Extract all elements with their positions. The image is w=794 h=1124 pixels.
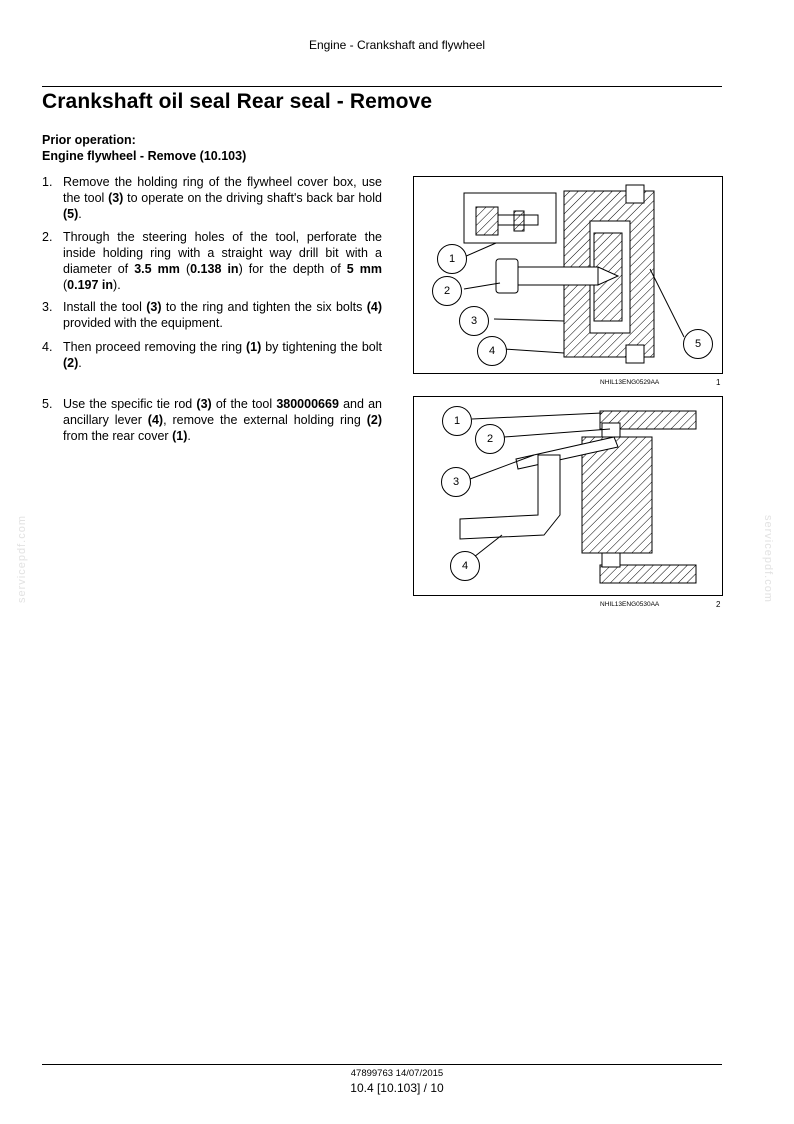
step-run: Use the specific tie rod: [63, 397, 197, 411]
step-1: [42, 174, 382, 222]
step-3: [42, 299, 382, 331]
step-run: ) for the depth of: [238, 262, 347, 276]
step-number: 4.: [42, 340, 53, 354]
footer-doc-ref: 47899763 14/07/2015: [350, 1068, 444, 1079]
step-2: [42, 229, 382, 293]
watermark-right: servicepdf.com: [762, 515, 774, 603]
step-emphasis: (4): [366, 300, 382, 314]
prior-operation: [42, 132, 246, 164]
step-text: [63, 339, 382, 371]
step-run: of the tool: [211, 397, 277, 411]
step-text: [63, 174, 382, 222]
step-run: (: [179, 262, 191, 276]
callout-4: 4: [477, 336, 507, 366]
step-4: [42, 339, 382, 371]
step-run: Install the tool: [63, 300, 147, 314]
step-run: ).: [113, 278, 121, 292]
callout-5: 5: [683, 329, 713, 359]
figure-2-code: NHIL13ENG0530AA: [600, 601, 660, 608]
step-run: to the ring and tighten the six bolts: [161, 300, 367, 314]
callout-1: 1: [442, 406, 472, 436]
figure-1: [413, 176, 723, 374]
figure-1-code: NHIL13ENG0529AA: [600, 379, 660, 386]
step-run: by tightening the bolt: [261, 340, 382, 354]
callout-2: 2: [475, 424, 505, 454]
step-text: [63, 396, 382, 444]
figure-1-number: 1: [716, 378, 721, 387]
figure-1-drawing: [414, 177, 722, 373]
step-run: .: [187, 429, 191, 443]
step-text: [63, 229, 382, 293]
step-emphasis: (5): [63, 207, 79, 221]
callout-1: 1: [437, 244, 467, 274]
figure-2: [413, 396, 723, 596]
step-run: from the rear cover: [63, 429, 173, 443]
step-run: Then proceed removing the ring: [63, 340, 246, 354]
step-emphasis: (2): [63, 356, 79, 370]
step-number: 2.: [42, 230, 53, 244]
callout-4: 4: [450, 551, 480, 581]
callout-2: 2: [432, 276, 462, 306]
step-emphasis: 0.197 in: [67, 278, 114, 292]
footer-rule: [42, 1064, 722, 1065]
rear-cover: [582, 437, 652, 553]
step-run: (: [63, 278, 68, 292]
step-emphasis: 380000669: [276, 397, 339, 411]
page-title: Crankshaft oil seal Rear seal - Remove: [42, 90, 433, 113]
lever: [460, 455, 560, 539]
prior-operation-label: Prior operation:: [42, 133, 136, 147]
step-run: .: [78, 356, 82, 370]
figure-2-number: 2: [716, 600, 721, 609]
step-text: [63, 299, 382, 331]
page-header: Engine - Crankshaft and flywheel: [308, 38, 486, 52]
step-number: 5.: [42, 397, 53, 411]
step-number: 3.: [42, 300, 53, 314]
step-5: [42, 396, 382, 444]
step-emphasis: (3): [108, 191, 124, 205]
step-run: .: [78, 207, 82, 221]
step-run: Remove the holding ring of the flywheel cover box, use the tool: [63, 175, 382, 205]
step-run: , remove the external holding ring: [163, 413, 367, 427]
step-emphasis: (1): [172, 429, 188, 443]
watermark-left: servicepdf.com: [16, 515, 28, 603]
callout-3: 3: [441, 467, 471, 497]
footer-page-number: 10.4 [10.103] / 10: [350, 1081, 444, 1095]
step-emphasis: 5 mm: [346, 262, 382, 276]
step-emphasis: (3): [196, 397, 212, 411]
step-emphasis: (1): [246, 340, 262, 354]
step-run: and an ancillary lever: [63, 397, 383, 427]
step-emphasis: 0.138 in: [190, 262, 239, 276]
header-rule: [42, 86, 722, 87]
bolt: [496, 259, 518, 293]
step-emphasis: (2): [366, 413, 382, 427]
callout-3: 3: [459, 306, 489, 336]
step-run: to operate on the driving shaft's back bar hold: [123, 191, 382, 205]
step-emphasis: (3): [146, 300, 162, 314]
step-emphasis: 3.5 mm: [134, 262, 180, 276]
step-emphasis: (4): [147, 413, 164, 427]
step-run: provided with the equipment.: [63, 316, 223, 330]
step-number: 1.: [42, 175, 53, 189]
step-run: Through the steering holes of the tool, perforate the inside holding ring with a straight way drill bit with a diameter of: [63, 230, 382, 276]
prior-operation-link[interactable]: Engine flywheel - Remove (10.103): [42, 149, 247, 163]
